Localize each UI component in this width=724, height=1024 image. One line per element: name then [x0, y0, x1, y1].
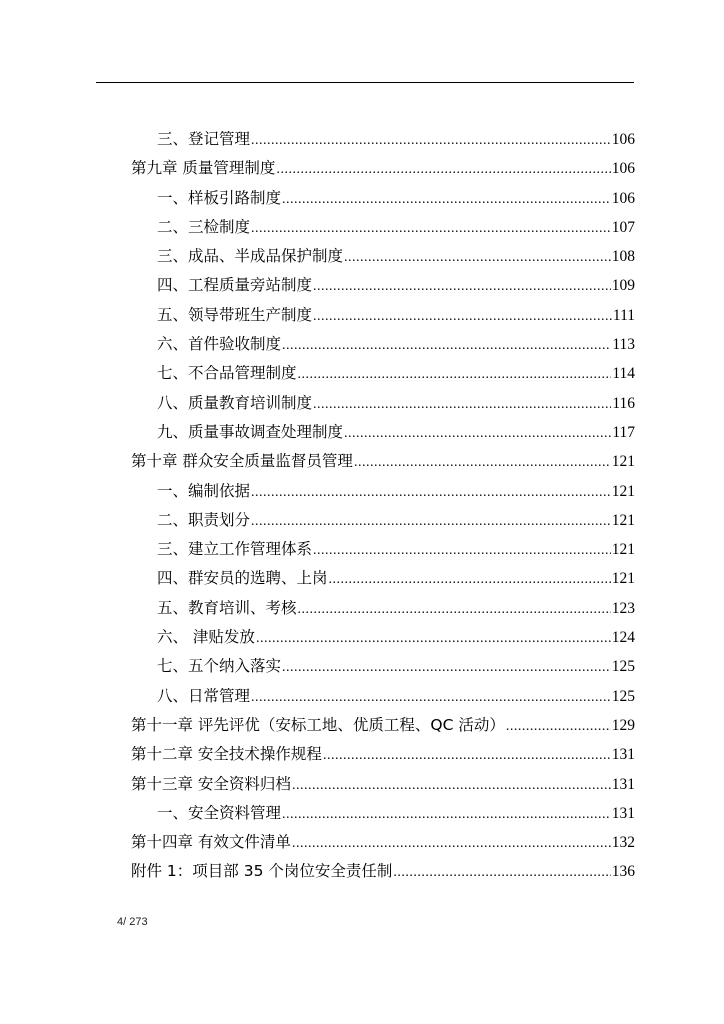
- toc-leader-dots: [313, 390, 611, 419]
- toc-entry-page: 131: [611, 746, 635, 764]
- toc-leader-dots: [282, 331, 611, 360]
- toc-entry-page: 121: [611, 453, 635, 471]
- toc-entry-title: 第十三章 安全资料归档: [131, 774, 291, 793]
- toc-entry[interactable]: [131, 594, 635, 623]
- toc-entry-title: 三、成品、半成品保护制度: [157, 247, 344, 266]
- toc-entry-page: 108: [611, 248, 635, 266]
- toc-entry-page: 121: [611, 511, 635, 529]
- toc-entry[interactable]: [131, 242, 635, 271]
- toc-entry-title: 六、首件验收制度: [157, 335, 282, 354]
- toc-leader-dots: [251, 126, 611, 155]
- toc-leader-dots: [344, 419, 611, 448]
- toc-leader-dots: [506, 712, 611, 741]
- toc-entry-page: 111: [612, 306, 635, 324]
- toc-entry[interactable]: [131, 535, 635, 564]
- toc-entry[interactable]: [131, 828, 635, 857]
- toc-entry-title: 附件 1：项目部 35 个岗位安全责任制: [131, 862, 393, 881]
- toc-entry-page: 125: [611, 658, 635, 676]
- toc-entry[interactable]: [131, 389, 635, 418]
- toc-entry-page: 124: [611, 629, 635, 647]
- toc-leader-dots: [313, 536, 611, 565]
- toc-entry[interactable]: [131, 564, 635, 593]
- toc-entry-title: 五、教育培训、考核: [157, 598, 297, 617]
- toc-entry-title: 第九章 质量管理制度: [131, 159, 276, 178]
- toc-entry-page: 125: [611, 687, 635, 705]
- toc-entry[interactable]: [131, 623, 635, 652]
- toc-entry-title: 三、建立工作管理体系: [157, 540, 313, 559]
- toc-entry-title: 三、登记管理: [157, 130, 251, 148]
- toc-entry-title: 一、样板引路制度: [157, 188, 282, 207]
- toc-entry-page: 121: [611, 541, 635, 559]
- toc-leader-dots: [313, 272, 611, 301]
- toc-entry[interactable]: [131, 447, 635, 476]
- table-of-contents: [131, 125, 635, 887]
- toc-entry[interactable]: [131, 740, 635, 769]
- toc-entry-title: 七、五个纳入落实: [157, 657, 282, 676]
- toc-leader-dots: [313, 302, 612, 331]
- toc-entry-title: 八、日常管理: [157, 686, 251, 705]
- toc-leader-dots: [251, 683, 611, 712]
- toc-entry-page: 106: [611, 131, 635, 148]
- toc-entry-page: 116: [612, 394, 635, 412]
- toc-entry-title: 一、编制依据: [157, 481, 251, 500]
- toc-entry[interactable]: [131, 857, 635, 886]
- toc-entry[interactable]: [131, 184, 635, 213]
- toc-entry-title: 四、群安员的选聘、上岗: [157, 569, 328, 588]
- toc-entry[interactable]: [131, 330, 635, 359]
- toc-entry-title: 五、领导带班生产制度: [157, 305, 313, 324]
- toc-entry-page: 131: [611, 804, 635, 822]
- toc-entry[interactable]: [131, 154, 635, 183]
- toc-leader-dots: [298, 595, 611, 624]
- toc-entry-page: 129: [611, 716, 635, 734]
- toc-leader-dots: [276, 155, 610, 184]
- toc-leader-dots: [251, 507, 611, 536]
- toc-entry-page: 109: [611, 277, 635, 295]
- toc-entry[interactable]: [131, 799, 635, 828]
- toc-leader-dots: [344, 243, 611, 272]
- toc-entry[interactable]: [131, 418, 635, 447]
- toc-leader-dots: [256, 624, 611, 653]
- toc-entry-title: 第十一章 评先评优（安标工地、优质工程、QC 活动）: [131, 715, 505, 734]
- toc-entry-title: 四、工程质量旁站制度: [157, 276, 313, 295]
- toc-entry-page: 121: [611, 570, 635, 588]
- toc-leader-dots: [298, 360, 612, 389]
- toc-entry[interactable]: [131, 125, 635, 154]
- toc-leader-dots: [292, 771, 611, 800]
- toc-entry[interactable]: [131, 770, 635, 799]
- toc-entry[interactable]: [131, 506, 635, 535]
- toc-entry-title: 九、质量事故调查处理制度: [157, 422, 344, 441]
- toc-leader-dots: [251, 478, 611, 507]
- toc-leader-dots: [251, 214, 611, 243]
- toc-entry-page: 114: [612, 365, 635, 383]
- toc-entry[interactable]: [131, 271, 635, 300]
- toc-entry-title: 第十章 群众安全质量监督员管理: [131, 452, 353, 471]
- toc-entry-page: 106: [611, 160, 635, 178]
- toc-entry-page: 117: [612, 423, 635, 441]
- toc-entry-title: 七、不合品管理制度: [157, 364, 297, 383]
- toc-leader-dots: [393, 858, 610, 887]
- toc-entry-title: 六、 津贴发放: [157, 628, 255, 647]
- toc-entry-title: 第十四章 有效文件清单: [131, 833, 291, 852]
- toc-leader-dots: [354, 448, 611, 477]
- toc-entry-page: 132: [611, 834, 635, 852]
- toc-leader-dots: [282, 800, 611, 829]
- toc-entry-title: 二、职责划分: [157, 510, 251, 529]
- toc-entry-title: 一、安全资料管理: [157, 803, 282, 822]
- toc-entry-title: 二、三检制度: [157, 217, 251, 236]
- toc-entry-page: 113: [612, 336, 635, 354]
- toc-leader-dots: [282, 653, 611, 682]
- toc-entry[interactable]: [131, 359, 635, 388]
- toc-entry[interactable]: [131, 301, 635, 330]
- toc-leader-dots: [329, 565, 611, 594]
- toc-leader-dots: [282, 185, 611, 214]
- toc-entry[interactable]: [131, 682, 635, 711]
- toc-leader-dots: [323, 741, 611, 770]
- toc-entry-page: 123: [611, 599, 635, 617]
- toc-entry-title: 八、质量教育培训制度: [157, 393, 313, 412]
- toc-entry-page: 106: [611, 189, 635, 207]
- toc-leader-dots: [292, 829, 611, 858]
- toc-entry[interactable]: [131, 213, 635, 242]
- header-rule: [96, 82, 634, 83]
- toc-entry[interactable]: [131, 711, 635, 740]
- toc-entry-page: 136: [611, 863, 635, 881]
- toc-entry[interactable]: [131, 652, 635, 681]
- toc-entry-title: 第十二章 安全技术操作规程: [131, 745, 322, 764]
- page-number: 4/ 273: [117, 916, 148, 928]
- toc-entry-page: 131: [611, 775, 635, 793]
- toc-entry-page: 121: [611, 482, 635, 500]
- toc-entry-page: 107: [611, 218, 635, 236]
- toc-entry[interactable]: [131, 477, 635, 506]
